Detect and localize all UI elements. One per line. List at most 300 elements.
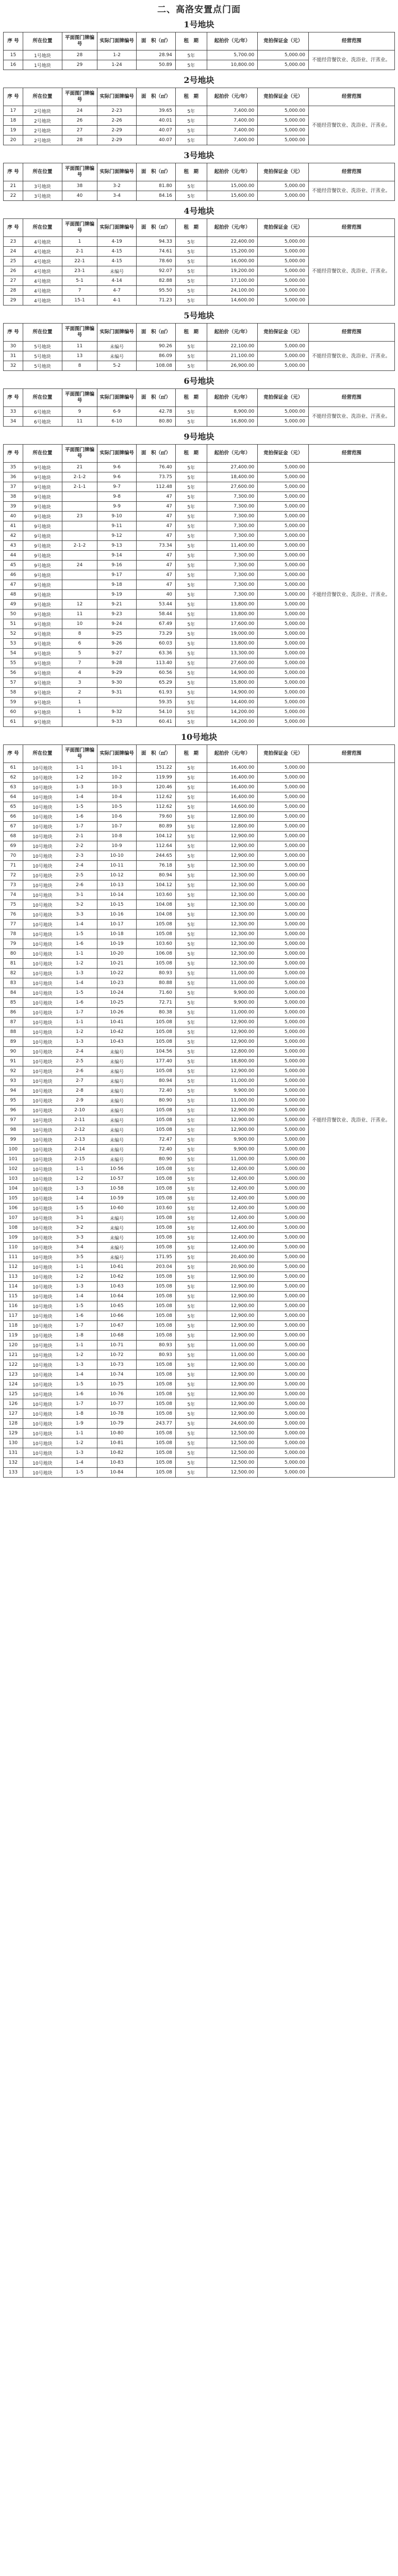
cell-term: 5年 xyxy=(175,126,207,135)
cell-area: 105.08 xyxy=(137,1438,176,1448)
column-header: 序 号 xyxy=(4,445,23,463)
cell-term: 5年 xyxy=(175,1399,207,1409)
cell-location: 9号地块 xyxy=(23,472,62,482)
cell-term: 5年 xyxy=(175,1448,207,1458)
cell-term: 5年 xyxy=(175,296,207,306)
cell-term: 5年 xyxy=(175,482,207,492)
table-row xyxy=(4,463,395,472)
cell-deposit: 5,000.00 xyxy=(258,851,309,861)
cell-term: 5年 xyxy=(175,1115,207,1125)
block-section xyxy=(3,18,395,70)
cell-plan-number: 1-5 xyxy=(62,802,97,812)
cell-start-price: 9,900.00 xyxy=(207,988,258,998)
block-title: 5号地块 xyxy=(184,311,214,320)
cell-plan-number: 1-3 xyxy=(62,1360,97,1370)
cell-deposit: 5,000.00 xyxy=(258,832,309,841)
cell-location: 10号地块 xyxy=(23,832,62,841)
cell-deposit: 5,000.00 xyxy=(258,658,309,668)
cell-no: 78 xyxy=(4,929,23,939)
cell-area: 104.12 xyxy=(137,832,176,841)
column-header: 面 积（㎡） xyxy=(137,219,176,237)
cell-door-number: 9-16 xyxy=(97,561,137,570)
cell-door-number: 9-8 xyxy=(97,492,137,502)
cell-start-price: 12,400.00 xyxy=(207,1184,258,1194)
cell-plan-number: 24 xyxy=(62,561,97,570)
cell-location: 4号地块 xyxy=(23,247,62,257)
cell-plan-number: 8 xyxy=(62,629,97,639)
cell-location: 9号地块 xyxy=(23,502,62,512)
cell-no: 52 xyxy=(4,629,23,639)
cell-deposit: 5,000.00 xyxy=(258,1057,309,1066)
column-header: 实际门面牌编号 xyxy=(97,32,137,50)
cell-plan-number: 1-2 xyxy=(62,1027,97,1037)
cell-term: 5年 xyxy=(175,629,207,639)
cell-no: 89 xyxy=(4,1037,23,1047)
cell-no: 104 xyxy=(4,1184,23,1194)
cell-no: 25 xyxy=(4,257,23,266)
cell-start-price: 12,500.00 xyxy=(207,1429,258,1438)
cell-door-number: 10-10 xyxy=(97,851,137,861)
cell-deposit: 5,000.00 xyxy=(258,988,309,998)
cell-start-price: 12,900.00 xyxy=(207,1360,258,1370)
cell-term: 5年 xyxy=(175,1184,207,1194)
cell-no: 28 xyxy=(4,286,23,296)
cell-area: 40.07 xyxy=(137,126,176,135)
cell-no: 42 xyxy=(4,531,23,541)
cell-deposit: 5,000.00 xyxy=(258,783,309,792)
cell-door-number: 4-14 xyxy=(97,276,137,286)
cell-deposit: 5,000.00 xyxy=(258,521,309,531)
cell-door-number: 10-26 xyxy=(97,1008,137,1018)
cell-area: 80.90 xyxy=(137,1096,176,1106)
cell-deposit: 5,000.00 xyxy=(258,1458,309,1468)
cell-area: 80.93 xyxy=(137,969,176,978)
cell-location: 4号地块 xyxy=(23,286,62,296)
column-header: 平面图门牌编号 xyxy=(62,88,97,106)
cell-door-number: 5-2 xyxy=(97,361,137,371)
cell-term: 5年 xyxy=(175,1360,207,1370)
cell-start-price: 7,300.00 xyxy=(207,590,258,600)
cell-no: 120 xyxy=(4,1341,23,1350)
cell-term: 5年 xyxy=(175,1292,207,1301)
cell-start-price: 12,900.00 xyxy=(207,841,258,851)
cell-deposit: 5,000.00 xyxy=(258,880,309,890)
cell-start-price: 14,400.00 xyxy=(207,698,258,707)
cell-door-number: 10-65 xyxy=(97,1301,137,1311)
cell-deposit: 5,000.00 xyxy=(258,531,309,541)
cell-term: 5年 xyxy=(175,266,207,276)
cell-term: 5年 xyxy=(175,1155,207,1164)
cell-door-number: 10-74 xyxy=(97,1370,137,1380)
cell-area: 71.23 xyxy=(137,296,176,306)
column-header: 起拍价（元/年） xyxy=(207,445,258,463)
cell-plan-number: 1-5 xyxy=(62,1468,97,1478)
block-section xyxy=(3,374,395,427)
cell-term: 5年 xyxy=(175,1468,207,1478)
cell-term: 5年 xyxy=(175,1321,207,1331)
cell-area: 103.60 xyxy=(137,939,176,949)
cell-no: 62 xyxy=(4,773,23,783)
cell-no: 127 xyxy=(4,1409,23,1419)
cell-term: 5年 xyxy=(175,116,207,126)
cell-area: 61.93 xyxy=(137,688,176,698)
cell-deposit: 5,000.00 xyxy=(258,191,309,201)
cell-door-number: 未编号 xyxy=(97,1096,137,1106)
cell-area: 73.75 xyxy=(137,472,176,482)
cell-term: 5年 xyxy=(175,1076,207,1086)
cell-start-price: 13,800.00 xyxy=(207,609,258,619)
cell-door-number: 9-26 xyxy=(97,639,137,649)
cell-no: 93 xyxy=(4,1076,23,1086)
cell-door-number: 10-63 xyxy=(97,1282,137,1292)
cell-start-price: 17,600.00 xyxy=(207,619,258,629)
block-section xyxy=(3,204,395,306)
cell-no: 116 xyxy=(4,1301,23,1311)
cell-no: 15 xyxy=(4,50,23,60)
cell-plan-number: 1 xyxy=(62,698,97,707)
cell-location: 10号地块 xyxy=(23,1243,62,1252)
cell-location: 10号地块 xyxy=(23,773,62,783)
cell-no: 121 xyxy=(4,1350,23,1360)
cell-area: 105.08 xyxy=(137,1106,176,1115)
cell-door-number: 9-33 xyxy=(97,717,137,727)
cell-no: 77 xyxy=(4,920,23,929)
cell-plan-number: 1-1 xyxy=(62,1164,97,1174)
cell-start-price: 12,300.00 xyxy=(207,929,258,939)
table-row xyxy=(4,50,395,60)
cell-area: 86.09 xyxy=(137,351,176,361)
cell-location: 10号地块 xyxy=(23,929,62,939)
cell-no: 119 xyxy=(4,1331,23,1341)
cell-door-number: 9-28 xyxy=(97,658,137,668)
cell-plan-number: 1-7 xyxy=(62,822,97,832)
cell-no: 88 xyxy=(4,1027,23,1037)
cell-area: 47 xyxy=(137,551,176,561)
cell-no: 24 xyxy=(4,247,23,257)
cell-start-price: 12,900.00 xyxy=(207,1066,258,1076)
cell-no: 36 xyxy=(4,472,23,482)
cell-plan-number: 11 xyxy=(62,417,97,427)
document-page xyxy=(3,0,395,1478)
cell-deposit: 5,000.00 xyxy=(258,351,309,361)
cell-location: 10号地块 xyxy=(23,1380,62,1389)
cell-plan-number: 3 xyxy=(62,678,97,688)
cell-start-price: 11,000.00 xyxy=(207,969,258,978)
cell-start-price: 12,500.00 xyxy=(207,1458,258,1468)
cell-plan-number: 1 xyxy=(62,237,97,247)
cell-term: 5年 xyxy=(175,851,207,861)
cell-deposit: 5,000.00 xyxy=(258,60,309,70)
cell-no: 23 xyxy=(4,237,23,247)
column-header: 平面图门牌编号 xyxy=(62,445,97,463)
cell-start-price: 12,500.00 xyxy=(207,1468,258,1478)
cell-area: 105.08 xyxy=(137,1409,176,1419)
column-header: 平面图门牌编号 xyxy=(62,32,97,50)
cell-area: 80.94 xyxy=(137,1076,176,1086)
cell-door-number: 未编号 xyxy=(97,266,137,276)
cell-start-price: 12,400.00 xyxy=(207,1174,258,1184)
cell-start-price: 11,000.00 xyxy=(207,978,258,988)
cell-area: 105.08 xyxy=(137,1066,176,1076)
cell-area: 105.08 xyxy=(137,1125,176,1135)
cell-no: 98 xyxy=(4,1125,23,1135)
column-header: 租 期 xyxy=(175,163,207,181)
cell-plan-number: 2-12 xyxy=(62,1125,97,1135)
cell-door-number: 9-32 xyxy=(97,707,137,717)
cell-door-number: 10-75 xyxy=(97,1380,137,1389)
cell-area: 105.08 xyxy=(137,1301,176,1311)
cell-start-price: 7,300.00 xyxy=(207,502,258,512)
cell-area: 63.36 xyxy=(137,649,176,658)
cell-location: 9号地块 xyxy=(23,639,62,649)
column-header: 序 号 xyxy=(4,219,23,237)
cell-deposit: 5,000.00 xyxy=(258,1341,309,1350)
cell-no: 40 xyxy=(4,512,23,521)
cell-location: 10号地块 xyxy=(23,1145,62,1155)
block-table xyxy=(3,388,395,427)
cell-door-number: 10-66 xyxy=(97,1311,137,1321)
cell-deposit: 5,000.00 xyxy=(258,998,309,1008)
cell-start-price: 12,900.00 xyxy=(207,1370,258,1380)
cell-start-price: 12,900.00 xyxy=(207,1331,258,1341)
cell-area: 105.08 xyxy=(137,1027,176,1037)
cell-area: 47 xyxy=(137,492,176,502)
cell-area: 47 xyxy=(137,580,176,590)
cell-door-number: 10-43 xyxy=(97,1037,137,1047)
cell-term: 5年 xyxy=(175,649,207,658)
cell-area: 171.95 xyxy=(137,1252,176,1262)
cell-term: 5年 xyxy=(175,802,207,812)
cell-door-number: 2-23 xyxy=(97,106,137,116)
cell-plan-number: 3-1 xyxy=(62,890,97,900)
cell-plan-number: 2-10 xyxy=(62,1106,97,1115)
cell-no: 39 xyxy=(4,502,23,512)
cell-area: 105.08 xyxy=(137,1380,176,1389)
cell-deposit: 5,000.00 xyxy=(258,1213,309,1223)
cell-location: 10号地块 xyxy=(23,1419,62,1429)
cell-door-number: 10-83 xyxy=(97,1458,137,1468)
cell-door-number: 9-30 xyxy=(97,678,137,688)
cell-door-number: 10-82 xyxy=(97,1448,137,1458)
cell-deposit: 5,000.00 xyxy=(258,939,309,949)
cell-door-number: 10-24 xyxy=(97,988,137,998)
cell-deposit: 5,000.00 xyxy=(258,551,309,561)
cell-term: 5年 xyxy=(175,1008,207,1018)
cell-deposit: 5,000.00 xyxy=(258,929,309,939)
cell-location: 10号地块 xyxy=(23,1321,62,1331)
cell-area: 47 xyxy=(137,570,176,580)
cell-area: 105.08 xyxy=(137,1174,176,1184)
cell-start-price: 14,200.00 xyxy=(207,717,258,727)
cell-plan-number: 1-8 xyxy=(62,1409,97,1419)
cell-deposit: 5,000.00 xyxy=(258,1292,309,1301)
cell-plan-number: 1-5 xyxy=(62,929,97,939)
cell-location: 10号地块 xyxy=(23,1438,62,1448)
cell-door-number: 10-80 xyxy=(97,1429,137,1438)
cell-start-price: 12,900.00 xyxy=(207,1037,258,1047)
cell-door-number: 10-61 xyxy=(97,1262,137,1272)
cell-no: 79 xyxy=(4,939,23,949)
cell-no: 27 xyxy=(4,276,23,286)
cell-no: 75 xyxy=(4,900,23,910)
cell-start-price: 12,900.00 xyxy=(207,851,258,861)
cell-term: 5年 xyxy=(175,1301,207,1311)
cell-door-number: 10-2 xyxy=(97,773,137,783)
cell-deposit: 5,000.00 xyxy=(258,1018,309,1027)
cell-start-price: 12,300.00 xyxy=(207,949,258,959)
cell-term: 5年 xyxy=(175,570,207,580)
cell-plan-number: 1-4 xyxy=(62,920,97,929)
cell-deposit: 5,000.00 xyxy=(258,1008,309,1018)
cell-plan-number xyxy=(62,590,97,600)
cell-business-scope: 不能经营餐饮业、洗浴业、汗蒸业。 xyxy=(308,407,394,427)
column-header: 竞拍保证金（元） xyxy=(258,745,309,763)
cell-term: 5年 xyxy=(175,1204,207,1213)
cell-no: 71 xyxy=(4,861,23,871)
cell-plan-number: 1-6 xyxy=(62,939,97,949)
cell-no: 114 xyxy=(4,1282,23,1292)
cell-no: 61 xyxy=(4,717,23,727)
cell-plan-number: 1-6 xyxy=(62,1311,97,1321)
cell-plan-number: 1-3 xyxy=(62,1037,97,1047)
cell-start-price: 13,800.00 xyxy=(207,639,258,649)
cell-plan-number: 23 xyxy=(62,512,97,521)
cell-start-price: 16,400.00 xyxy=(207,783,258,792)
cell-start-price: 7,300.00 xyxy=(207,531,258,541)
cell-area: 72.47 xyxy=(137,1135,176,1145)
table-header-row xyxy=(4,324,395,342)
cell-door-number: 未编号 xyxy=(97,1115,137,1125)
cell-door-number: 4-1 xyxy=(97,296,137,306)
column-header: 起拍价（元/年） xyxy=(207,88,258,106)
cell-deposit: 5,000.00 xyxy=(258,1321,309,1331)
cell-plan-number: 1-1 xyxy=(62,1262,97,1272)
cell-term: 5年 xyxy=(175,191,207,201)
cell-term: 5年 xyxy=(175,463,207,472)
cell-plan-number: 22-1 xyxy=(62,257,97,266)
cell-no: 21 xyxy=(4,181,23,191)
cell-deposit: 5,000.00 xyxy=(258,361,309,371)
cell-location: 9号地块 xyxy=(23,541,62,551)
cell-door-number: 9-19 xyxy=(97,590,137,600)
cell-start-price: 12,800.00 xyxy=(207,822,258,832)
cell-area: 60.03 xyxy=(137,639,176,649)
column-header: 实际门面牌编号 xyxy=(97,163,137,181)
cell-deposit: 5,000.00 xyxy=(258,580,309,590)
cell-start-price: 9,900.00 xyxy=(207,998,258,1008)
cell-term: 5年 xyxy=(175,929,207,939)
cell-area: 58.44 xyxy=(137,609,176,619)
cell-door-number: 9-9 xyxy=(97,502,137,512)
cell-plan-number: 7 xyxy=(62,658,97,668)
cell-location: 5号地块 xyxy=(23,351,62,361)
cell-deposit: 5,000.00 xyxy=(258,1350,309,1360)
cell-area: 80.90 xyxy=(137,1155,176,1164)
cell-deposit: 5,000.00 xyxy=(258,512,309,521)
cell-no: 34 xyxy=(4,417,23,427)
cell-no: 122 xyxy=(4,1360,23,1370)
cell-start-price: 9,900.00 xyxy=(207,1086,258,1096)
cell-door-number: 4-7 xyxy=(97,286,137,296)
cell-location: 3号地块 xyxy=(23,181,62,191)
cell-deposit: 5,000.00 xyxy=(258,1438,309,1448)
cell-deposit: 5,000.00 xyxy=(258,1360,309,1370)
cell-location: 10号地块 xyxy=(23,1174,62,1184)
cell-plan-number xyxy=(62,531,97,541)
cell-term: 5年 xyxy=(175,135,207,145)
cell-door-number: 4-15 xyxy=(97,247,137,257)
cell-term: 5年 xyxy=(175,1018,207,1027)
cell-term: 5年 xyxy=(175,551,207,561)
cell-location: 9号地块 xyxy=(23,551,62,561)
cell-plan-number: 1-3 xyxy=(62,1448,97,1458)
cell-deposit: 5,000.00 xyxy=(258,668,309,678)
cell-deposit: 5,000.00 xyxy=(258,1282,309,1292)
cell-area: 40.01 xyxy=(137,116,176,126)
cell-no: 100 xyxy=(4,1145,23,1155)
cell-start-price: 7,300.00 xyxy=(207,492,258,502)
cell-no: 68 xyxy=(4,832,23,841)
cell-start-price: 11,000.00 xyxy=(207,1350,258,1360)
cell-deposit: 5,000.00 xyxy=(258,1037,309,1047)
cell-door-number: 10-7 xyxy=(97,822,137,832)
cell-door-number: 未编号 xyxy=(97,1223,137,1233)
cell-deposit: 5,000.00 xyxy=(258,463,309,472)
cell-area: 60.56 xyxy=(137,668,176,678)
table-header-row xyxy=(4,389,395,407)
cell-plan-number: 1-2 xyxy=(62,1174,97,1184)
cell-start-price: 12,900.00 xyxy=(207,1115,258,1125)
column-header: 实际门面牌编号 xyxy=(97,88,137,106)
cell-door-number: 2-26 xyxy=(97,116,137,126)
cell-deposit: 5,000.00 xyxy=(258,698,309,707)
cell-no: 59 xyxy=(4,698,23,707)
cell-term: 5年 xyxy=(175,832,207,841)
cell-term: 5年 xyxy=(175,1047,207,1057)
block-table xyxy=(3,323,395,371)
cell-term: 5年 xyxy=(175,871,207,880)
cell-area: 78.60 xyxy=(137,257,176,266)
cell-area: 105.08 xyxy=(137,1370,176,1380)
cell-plan-number: 1-4 xyxy=(62,1292,97,1301)
cell-start-price: 14,600.00 xyxy=(207,802,258,812)
cell-plan-number: 1-4 xyxy=(62,978,97,988)
column-header: 竞拍保证金（元） xyxy=(258,324,309,342)
cell-plan-number: 1-7 xyxy=(62,1321,97,1331)
cell-area: 105.08 xyxy=(137,1243,176,1252)
cell-no: 30 xyxy=(4,342,23,351)
cell-location: 10号地块 xyxy=(23,998,62,1008)
cell-door-number: 4-15 xyxy=(97,257,137,266)
cell-business-scope: 不能经营餐饮业、洗浴业、汗蒸业。 xyxy=(308,181,394,201)
cell-area: 47 xyxy=(137,502,176,512)
cell-no: 35 xyxy=(4,463,23,472)
cell-start-price: 7,300.00 xyxy=(207,580,258,590)
cell-area: 105.08 xyxy=(137,1018,176,1027)
cell-deposit: 5,000.00 xyxy=(258,1194,309,1204)
cell-door-number: 10-76 xyxy=(97,1389,137,1399)
cell-no: 26 xyxy=(4,266,23,276)
cell-door-number: 9-23 xyxy=(97,609,137,619)
cell-plan-number: 2-13 xyxy=(62,1135,97,1145)
cell-no: 53 xyxy=(4,639,23,649)
cell-start-price: 12,900.00 xyxy=(207,832,258,841)
cell-no: 22 xyxy=(4,191,23,201)
block-title: 2号地块 xyxy=(184,75,214,85)
cell-area: 244.65 xyxy=(137,851,176,861)
cell-door-number: 3-4 xyxy=(97,191,137,201)
cell-door-number: 未编号 xyxy=(97,1057,137,1066)
